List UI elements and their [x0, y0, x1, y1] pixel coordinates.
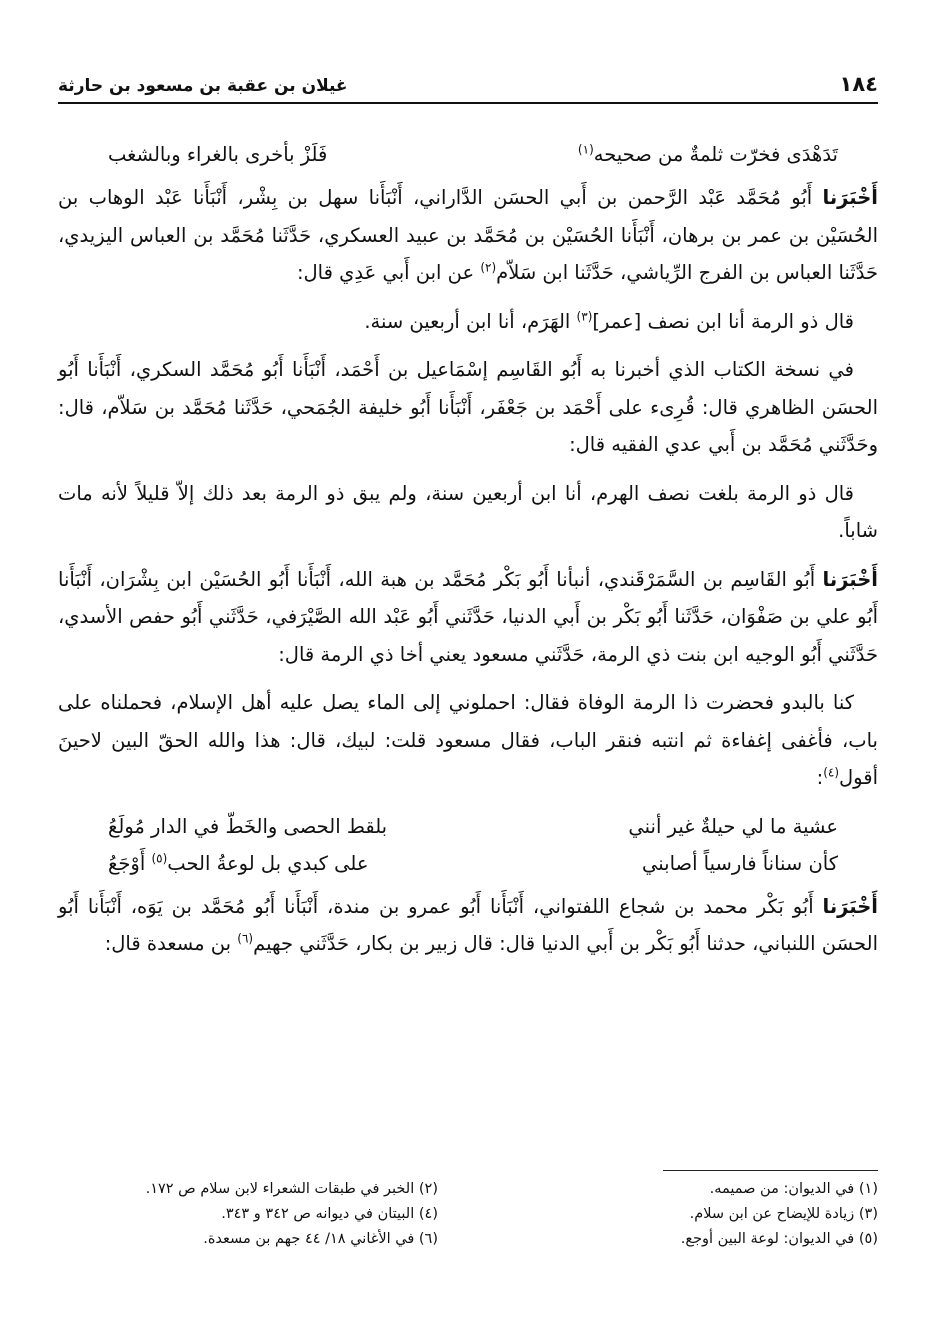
- footnote: [58, 1227, 438, 1252]
- footnote-text: البيتان في ديوانه ص ٣٤٢ و ٣٤٣.: [221, 1206, 415, 1222]
- footnote: [498, 1227, 878, 1252]
- footnote-ref: (١): [577, 142, 594, 157]
- paragraph-isnad-4: [58, 888, 878, 963]
- footnote-number: (٢): [418, 1181, 438, 1197]
- verse-second-hemistich: فَلَزْ بأخرى بالغراء وبالشغب: [108, 143, 328, 166]
- paragraph-text: :: [816, 766, 824, 789]
- akhbarana-keyword: أَخْبَرَنا: [822, 567, 878, 591]
- footnote-number: (٣): [858, 1206, 878, 1222]
- verse-second-hemistich: بلقط الحصى والخَطّ في الدار مُولَعُ: [108, 814, 388, 838]
- footnote-number: (٥): [858, 1231, 878, 1247]
- verse-second-hemistich: [108, 845, 369, 882]
- verse-first-hemistich: كأن سناناً فارسياً أصابني: [642, 851, 838, 875]
- paragraph-text: كنا بالبدو فحضرت ذا الرمة الوفاة فقال: احملوني إلى الماء يصل عليه أهل الإسلام، فحملناه على باب، فأغفى إغفاءة ثم انتبه فنقر الباب، فقال مسعود قلت: لبيك، قال: هذا والله الحقّ البين لاحينَ أقول: [58, 691, 878, 789]
- akhbarana-keyword: أَخْبَرَنا: [822, 894, 878, 918]
- paragraph-text: أَبُو بَكْر محمد بن شجاع اللفتواني، أَنْبَأَنا أَبُو عمرو بن مندة، أَنْبَأَنا أَبُو مُحَمَّد بن يَوَه، أَنْبَأَنا أَبُو الحسَن اللنباني، حدثنا أَبُو بَكْر بن أَبي الدنيا قال: قال زبير بن بكار، حَدَّثَني جهيم: [58, 894, 878, 955]
- footnote-divider: [663, 1170, 878, 1171]
- page-header: [58, 70, 878, 104]
- paragraph-text: أَبُو مُحَمَّد عَبْد الرَّحمن بن أَبي الحسَن الدَّاراني، أَنْبَأَنا سهل بن بِشْر، أَنْبَأَنا عَبْد الوهاب بن الحُسَيْن بن عمر بن برهان، أَنْبَأَنا الحُسَيْن بن مُحَمَّد بن عبيد العسكري، حَدَّثَنا مُحَمَّد بن العباس اليزيدي، حَدَّثَنا العباس بن الفرج الرِّياشي، حَدَّثَنا ابن سَلاّم: [58, 186, 878, 284]
- footnote-text: الخبر في طبقات الشعراء لابن سلام ص ١٧٢.: [145, 1181, 415, 1197]
- paragraph-isnad-1: [58, 179, 878, 292]
- paragraph-quote-2: قال ذو الرمة بلغت نصف الهرم، أنا ابن أربعين سنة، ولم يبق ذو الرمة بعد ذلك إلاّ قليلاً لأنه مات شاباً.: [58, 481, 878, 542]
- paragraph-quote-1: [58, 303, 878, 341]
- paragraph-text: الهَرَم، أنا ابن أربعين سنة.: [364, 309, 577, 333]
- footnote-ref: (٥): [151, 851, 168, 865]
- footnotes: [58, 1170, 878, 1252]
- footnote-number: (٤): [418, 1206, 438, 1222]
- footnote-ref: (٦): [237, 931, 254, 946]
- footnote-ref: (٣): [576, 309, 593, 323]
- page-number: ١٨٤: [839, 72, 878, 96]
- footnote-list: [58, 1177, 878, 1252]
- verse-first-hemistich: [578, 136, 838, 173]
- paragraph-text: عن ابن أَبي عَدِي قال:: [296, 261, 481, 284]
- footnote-text: في الأغاني ١٨/ ٤٤ جهم بن مسعدة.: [203, 1231, 415, 1247]
- paragraph-text: أَبُو القَاسِم بن السَّمَرْقَندي، أنبأنا أَبُو بَكْر مُحَمَّد بن هبة الله، أَنْبَأَنا أَبُو الحُسَيْن ابن بِشْرَان، أَنْبَأَنا أَبُو علي بن صَفْوَان، حَدَّثَنا أَبُو بَكْر بن أَبي الدنيا، حَدَّثَني أَبُو عَبْد الله الصَّيْرَفي، حَدَّثَني أَبُو حفص الأسدي، حَدَّثَني أَبُو الوجيه ابن بنت ذي الرمة، حَدَّثَني مسعود يعني أخا ذي الرمة قال:: [58, 567, 878, 666]
- verse-text: أَوْجَعُ: [108, 851, 152, 875]
- footnote-ref: (٤): [823, 765, 840, 780]
- footnote-number: (١): [858, 1181, 878, 1197]
- verse-line: [58, 845, 878, 882]
- verse-text: على كبدي بل لوعةُ الحب: [167, 851, 369, 875]
- footnote-ref: (٢): [480, 260, 497, 275]
- running-title: غيلان بن عقبة بن مسعود بن حارثة: [58, 76, 348, 96]
- book-page: [58, 0, 878, 1338]
- paragraph-quote-3: [58, 684, 878, 797]
- verse-line: [58, 808, 878, 845]
- verse-first-hemistich: عشية ما لي حيلةٌ غير أنني: [628, 814, 838, 838]
- footnote: [58, 1177, 438, 1202]
- paragraph-text: قال ذو الرمة أنا ابن نصف [عمر]: [592, 309, 854, 333]
- footnote-number: (٦): [418, 1231, 438, 1247]
- paragraph-text: بن مسعدة قال:: [104, 932, 238, 955]
- footnote-text: في الديوان: لوعة البين أوجع.: [680, 1231, 855, 1247]
- footnote: [498, 1177, 878, 1202]
- main-text: [58, 136, 878, 974]
- verse-text: تَدَهْدَى فخرّت ثلمةٌ من صحيحه: [593, 143, 838, 166]
- footnote: [498, 1202, 878, 1227]
- akhbarana-keyword: أَخْبَرَنا: [822, 186, 878, 209]
- footnote-text: زيادة للإيضاح عن ابن سلام.: [689, 1206, 855, 1222]
- paragraph-isnad-3: [58, 561, 878, 674]
- footnote-text: في الديوان: من صميمه.: [709, 1181, 855, 1197]
- verse-line: [58, 136, 878, 173]
- footnote: [58, 1202, 438, 1227]
- paragraph-isnad-2: في نسخة الكتاب الذي أخبرنا به أَبُو القَاسِم إسْمَاعيل بن أَحْمَد، أَنْبَأَنا أَبُو مُحَمَّد السكري، أَنْبَأَنا أَبُو الحسَن الظاهري قال: قُرِىء على أَحْمَد بن جَعْفَر، أَنْبَأَنا أَبُو خليفة الجُمَحي، حَدَّثَنا مُحَمَّد بن سَلاّم، قال: وحَدَّثَني مُحَمَّد بن أَبي عدي الفقيه قال:: [58, 358, 878, 456]
